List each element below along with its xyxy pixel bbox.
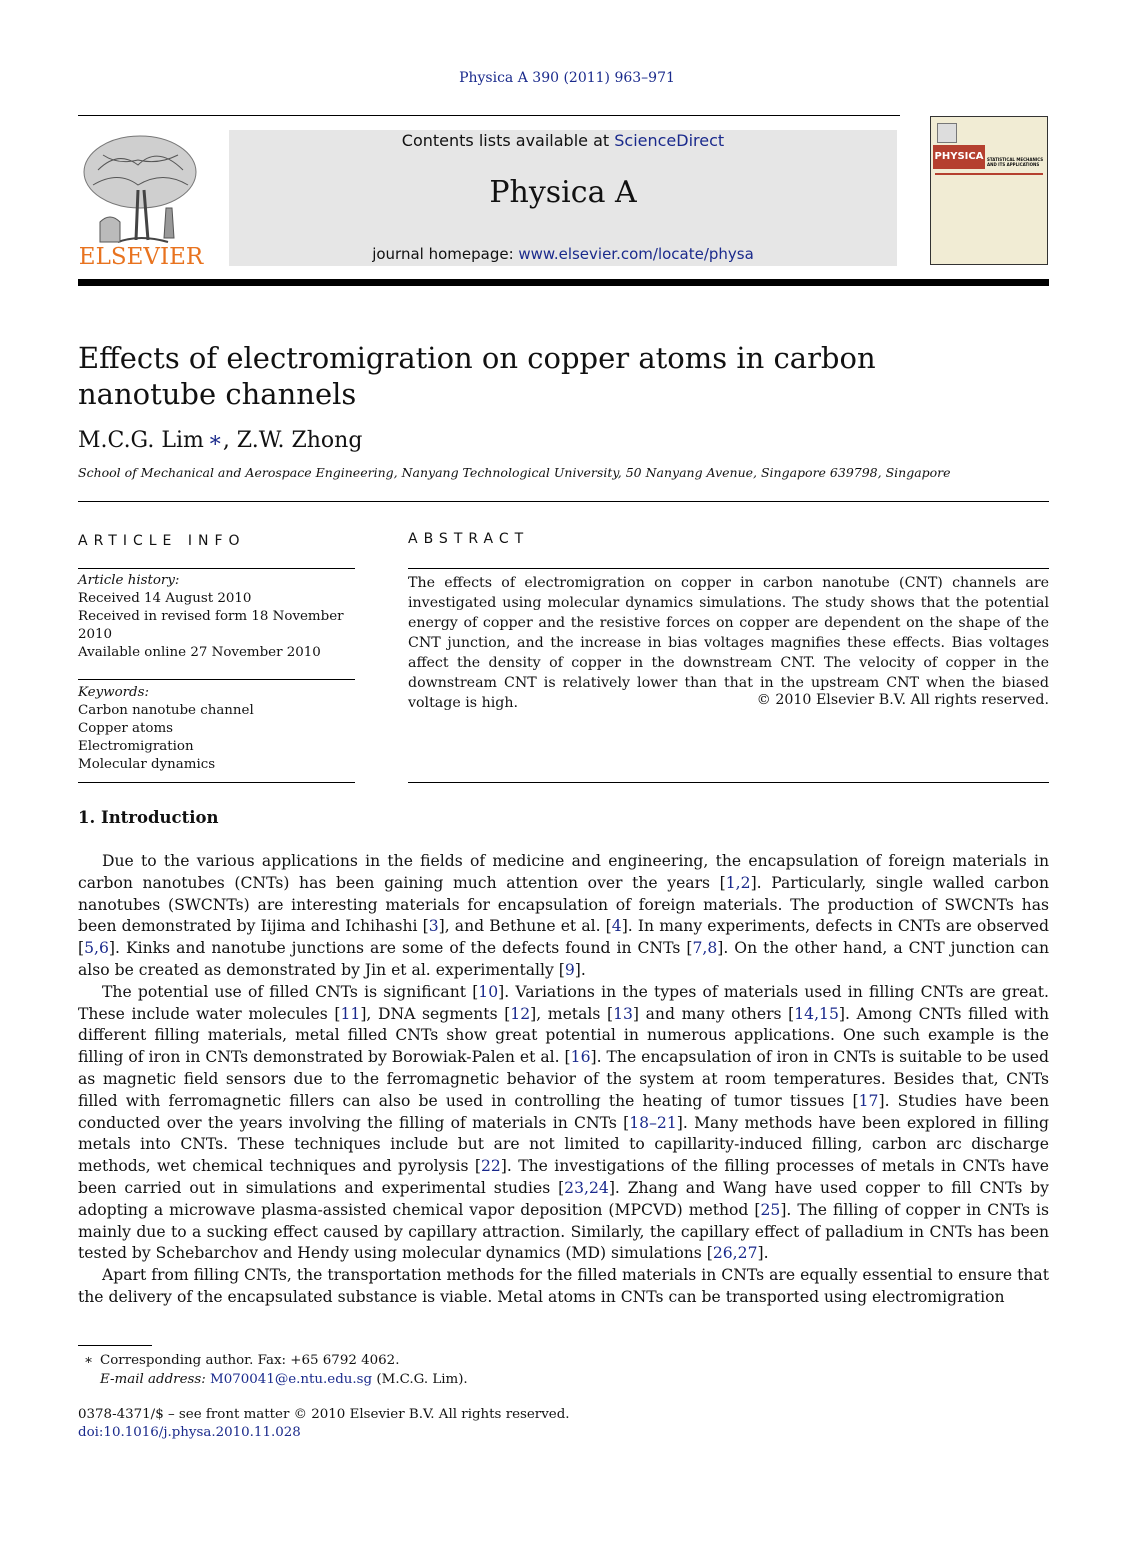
history-label: Article history: [78, 573, 180, 588]
cover-title: PHYSICA [933, 145, 985, 169]
author-lim: M.C.G. Lim [78, 428, 204, 453]
cover-emblem-icon [937, 123, 957, 143]
abstract-rule-top [408, 568, 1049, 569]
paragraph-text: ]. Among CNTs filled with different filling materials, metal filled CNTs show great potential in numerous applications. One such example is the filling of iron in CNTs demonstrated by Borowiak-Palen et al. [ [78, 1004, 1049, 1067]
front-matter [78, 1406, 570, 1442]
paragraph-text: ], metals [ [530, 1004, 614, 1023]
history-received: Received 14 August 2010 [78, 591, 252, 606]
intro-paragraph-3 [78, 1265, 1049, 1309]
footnote-text: Corresponding author. Fax: +65 6792 4062. [100, 1353, 400, 1368]
keyword-item: Electromigration [78, 739, 194, 754]
corresponding-author-mark[interactable]: ∗ [207, 428, 223, 453]
paragraph-text: ], and Bethune et al. [ [438, 917, 612, 936]
citation-link[interactable]: 4 [611, 917, 622, 936]
paragraph-text: ]. Zhang and Wang have used copper to fill CNTs by adopting a microwave plasma-assisted chemical vapor deposition (MPCVD) method [ [78, 1178, 1049, 1219]
section-heading: 1. Introduction [78, 808, 219, 827]
citation-link[interactable]: 18–21 [629, 1113, 677, 1132]
citation-link[interactable]: 3 [428, 917, 439, 936]
issn-line: 0378-4371/$ – see front matter © 2010 Elsevier B.V. All rights reserved. [78, 1407, 570, 1422]
cover-subtitle: STATISTICAL MECHANICS AND ITS APPLICATIONS [987, 157, 1044, 167]
citation-link[interactable]: 13 [613, 1004, 633, 1023]
citation-link[interactable]: 22 [480, 1157, 501, 1176]
keyword-item: Molecular dynamics [78, 757, 216, 772]
citation-link[interactable]: 12 [510, 1004, 531, 1023]
header-thick-rule [78, 279, 1049, 286]
keywords-label: Keywords: [78, 685, 150, 700]
paragraph-text: ] and many others [ [632, 1004, 795, 1023]
intro-paragraph-2 [78, 982, 1049, 1265]
journal-homepage-link[interactable]: www.elsevier.com/locate/physa [518, 245, 754, 263]
citation-link[interactable]: 5,6 [84, 939, 109, 958]
article-info-heading: ARTICLE INFO [78, 533, 246, 549]
elsevier-wordmark: ELSEVIER [78, 244, 204, 270]
homepage-line [229, 245, 897, 263]
abstract-rule-bottom [408, 782, 1049, 783]
paragraph-text: ]. The investigations of the filling processes of metals in CNTs have been carried out in simulations and experimental studies [ [78, 1157, 1049, 1197]
citation-link[interactable]: 10 [478, 982, 499, 1001]
journal-reference[interactable]: Physica A 390 (2011) 963–971 [459, 70, 675, 86]
article-info-rule-top [78, 568, 355, 569]
paragraph-text: ]. The filling of copper in CNTs is mainly due to a sucking effect caused by capillary attraction. Similarly, the capillary effect of palladium in CNTs has been tested by Schebarchov and Hendy using molecular dynamics (MD) simulations [ [78, 1200, 1049, 1263]
paragraph-text: ]. Variations in the types of materials used in filling CNTs are great. These include water molecules [ [78, 982, 1049, 1023]
keyword-item: Carbon nanotube channel [78, 703, 254, 718]
paragraph-text: ]. [757, 1244, 769, 1263]
contents-line [229, 131, 897, 150]
citation-link[interactable]: 14,15 [794, 1004, 839, 1023]
header-top-rule [78, 115, 900, 116]
abstract-heading: ABSTRACT [408, 531, 530, 547]
article-history [78, 572, 355, 662]
citation-link[interactable]: 11 [340, 1004, 361, 1023]
paragraph-text: ]. Particularly, single walled carbon nanotubes (SWCNTs) are interesting materials for encapsulation of foreign materials. The production of SWCNTs has been demonstrated by Iijima and Ichihashi [ [78, 873, 1049, 936]
paragraph-text: ]. In many experiments, defects in CNTs are observed [ [78, 917, 1049, 958]
paragraph-text: ], DNA segments [ [360, 1004, 511, 1023]
cover-stripe [935, 173, 1043, 175]
history-revised: Received in revised form 18 November 2010 [78, 609, 344, 642]
article-title: Effects of electromigration on copper atoms in carbon nanotube channels [78, 341, 876, 411]
email-suffix: (M.C.G. Lim). [372, 1372, 468, 1387]
affiliation-rule [78, 501, 1049, 502]
citation-link[interactable]: 17 [858, 1091, 879, 1110]
footnote-rule [78, 1345, 152, 1346]
sciencedirect-link[interactable]: ScienceDirect [614, 131, 725, 150]
doi-link[interactable]: doi:10.1016/j.physa.2010.11.028 [78, 1425, 301, 1440]
journal-cover-thumbnail[interactable] [930, 116, 1048, 265]
history-online: Available online 27 November 2010 [78, 645, 321, 660]
keywords [78, 684, 355, 774]
contents-prefix: Contents lists available at [401, 131, 615, 150]
citation-link[interactable]: 23,24 [564, 1178, 609, 1197]
paragraph-text: ]. [574, 960, 586, 979]
citation-link[interactable]: 26,27 [712, 1244, 758, 1263]
author-zhong: , Z.W. Zhong [222, 428, 363, 453]
paragraph-text: The potential use of filled CNTs is significant [ [102, 982, 479, 1001]
footnote [84, 1351, 468, 1389]
citation-link[interactable]: 25 [760, 1200, 781, 1219]
abstract-text: The effects of electromigration on copper in carbon nanotube (CNT) channels are investigated using molecular dynamics simulations. The study shows that the potential energy of copper and the resistive forces on copper are dependent on the shape of the CNT junction, and the increase in bias voltages magnifies these effects. Bias voltages affect the density of copper in the downstream CNT. The velocity of copper in the downstream CNT is relatively lower than that in the upstream CNT when the biased voltage is high. [408, 575, 1049, 711]
paragraph-text: ]. Kinks and nanotube junctions are some of the defects found in CNTs [ [108, 939, 693, 958]
article-info-rule-mid [78, 679, 355, 680]
paragraph-text: ]. Studies have been conducted over the years involving the filling of materials in CNTs [ [78, 1091, 1049, 1132]
paragraph-text: Apart from filling CNTs, the transportation methods for the filled materials in CNTs are equally essential to ensure that the delivery of the encapsulated substance is viable. Metal atoms in CNTs can be transported using electromigration [78, 1266, 1049, 1306]
article-info-rule-bottom [78, 782, 355, 783]
paragraph-text: ]. On the other hand, a CNT junction can also be created as demonstrated by Jin et al. experimentally [ [78, 939, 1049, 979]
citation-link[interactable]: 9 [564, 960, 575, 979]
journal-name: Physica A [489, 175, 637, 210]
author-email-link[interactable]: M070041@e.ntu.edu.sg [210, 1372, 373, 1387]
elsevier-logo [78, 130, 204, 270]
email-label: E-mail address: [100, 1372, 211, 1387]
citation-link[interactable]: 16 [570, 1048, 591, 1067]
author-line [78, 428, 362, 453]
citation-link[interactable]: 1,2 [725, 873, 751, 892]
intro-paragraph-1 [78, 851, 1049, 982]
footnote-mark: ∗ [84, 1353, 94, 1368]
introduction-body [78, 851, 1049, 1309]
paragraph-text: ]. The encapsulation of iron in CNTs is suitable to be used as magnetic field sensors due to the ferromagnetic behavior of the system at room temperatures. Besides that, CNTs filled with ferromagnetic fillers can also be used in controlling the heating of tumor tissues [ [78, 1048, 1049, 1110]
paragraph-text: ]. Many methods have been explored in filling metals into CNTs. These techniques include but are not limited to capillarity-induced filling, carbon arc discharge methods, wet chemical techniques and pyrolysis [ [78, 1113, 1050, 1176]
abstract-copyright: © 2010 Elsevier B.V. All rights reserved. [756, 692, 1049, 708]
homepage-prefix: journal homepage: [372, 245, 519, 263]
keyword-item: Copper atoms [78, 721, 174, 736]
paragraph-text: Due to the various applications in the fields of medicine and engineering, the encapsulation of foreign materials in carbon nanotubes (CNTs) has been gaining much attention over the years [ [78, 852, 1049, 892]
affiliation: School of Mechanical and Aerospace Engineering, Nanyang Technological University, 50 Nanyang Avenue, Singapore 639798, Singapore [78, 465, 951, 480]
citation-link[interactable]: 7,8 [692, 939, 718, 958]
